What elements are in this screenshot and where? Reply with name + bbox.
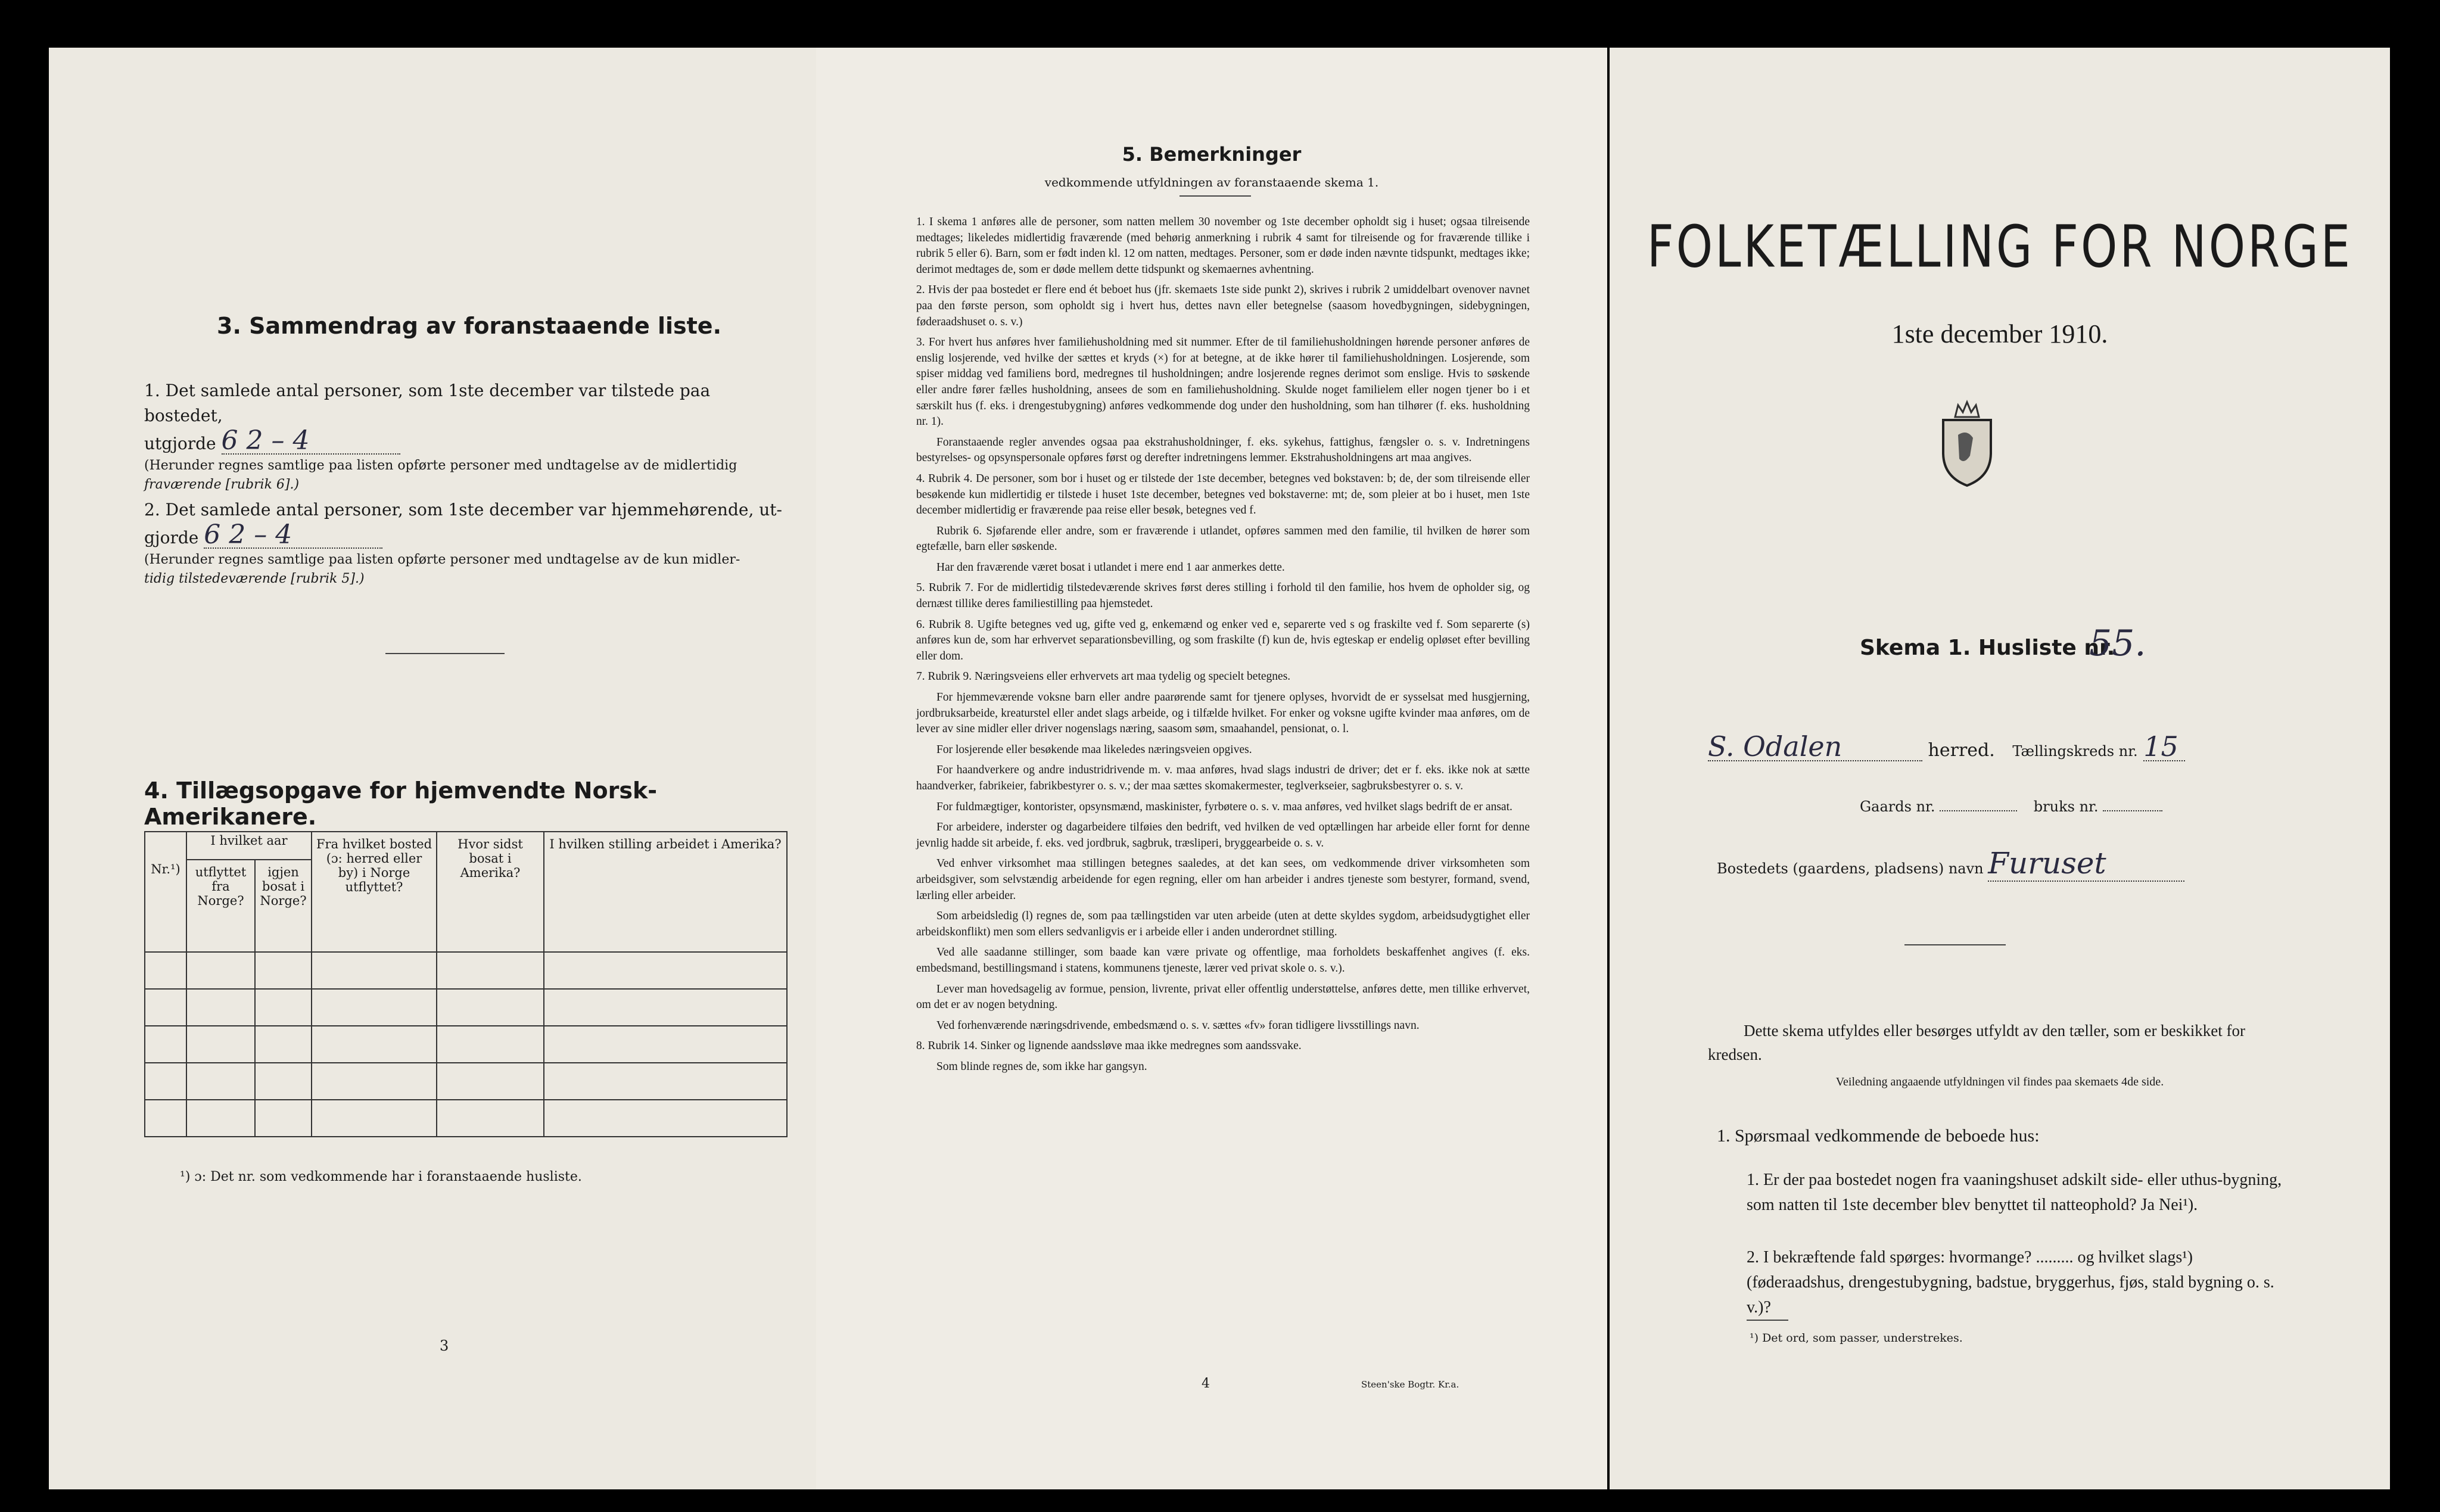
divider (1747, 1320, 1788, 1321)
remark-paragraph: 8. Rubrik 14. Sinker og lignende aandssløve maa ikke medregnes som aandssvake. (916, 1040, 1302, 1053)
col-where: Hvor sidst bosat i Amerika? (437, 832, 544, 952)
col-emigrated: utflyttet fra Norge? (186, 860, 255, 952)
item2-note-a: (Herunder regnes samtlige paa listen opførte personer med undtagelse av de kun midler- (144, 552, 740, 567)
remark-paragraph: Har den fraværende været bosat i utlandet i mere end 1 aar anmerkes dette. (936, 561, 1285, 574)
bosted-label: Bostedets (gaardens, pladsens) navn (1717, 860, 1984, 877)
herred-value: S. Odalen (1708, 733, 1922, 761)
gaards-label: Gaards nr. (1860, 798, 1935, 815)
item1-note-b: fraværende [rubrik 6].) (144, 477, 300, 492)
intro-text: Dette skema utfyldes eller besørges utfyldt av den tæller, som er beskikket for kredsen. (1708, 1022, 2245, 1063)
remark-paragraph: Som arbeidsledig (l) regnes de, som paa tællingstiden var uten arbeide (uten at dette skyldes sygdom, arbeidsudygtighet eller arbeidskonflikt) men som ellers sedvanligvis er i arbeide eller i anden underordnet stilling. (916, 910, 1530, 938)
bosted-line (1717, 846, 2184, 882)
item1-text: 1. Det samlede antal personer, som 1ste december var tilstede paa bostedet, (144, 381, 711, 425)
bosted-value: Furuset (1988, 846, 2184, 882)
table-row (145, 1100, 787, 1137)
remark-paragraph: Ved enhver virksomhet maa stillingen betegnes saaledes, at det kan sees, om vedkommende driver virksomheten som arbeidsgiver, som selvstændig arbeidende for egen regning, eller om han arbeider i andres tjeneste som bestyrer, formand, svend, lærling eller arbeider. (916, 857, 1530, 902)
middle-page (816, 48, 1607, 1489)
skema-label: Skema 1. Husliste nr. (1860, 636, 2115, 660)
table-cell[interactable] (312, 952, 437, 989)
remarks-subtitle: vedkommende utfyldningen av foranstaaende skema 1. (1044, 175, 1379, 189)
table-cell[interactable] (312, 1026, 437, 1063)
table-cell[interactable] (186, 1026, 255, 1063)
remarks-title: 5. Bemerkninger (1122, 143, 1302, 166)
table-cell[interactable] (145, 989, 186, 1026)
section3-title: 3. Sammendrag av foranstaaende liste. (217, 313, 722, 339)
remark-paragraph: Ved alle saadanne stillinger, som baade kan være private og offentlige, maa forholdets beskaffenhet angives (f. eks. embedsmand, bestillingsmand i statens, kommunens tjeneste, lærer ved privat skole o. s. v.). (916, 946, 1530, 975)
remark-paragraph: 2. Hvis der paa bostedet er flere end ét beboet hus (jfr. skemaets 1ste side punkt 2), skrives i rubrik 2 umiddelbart ovenover navnet paa den første person, som opholdt sig i hvert hus, dettes navn eller betegnelse (saasom hovedbygningen, sidebygningen, føderaadshuset o. s. v.) (916, 284, 1530, 328)
table-cell[interactable] (255, 1063, 312, 1100)
table-row (145, 952, 787, 989)
footnote: ¹) ɔ: Det nr. som vedkommende har i foranstaaende husliste. (180, 1169, 582, 1184)
herred-line (1708, 730, 2304, 765)
remark-paragraph: For arbeidere, inderster og dagarbeidere tilføies den bedrift, ved hvilken de ved optællingen har arbeide eller fornt for denne jevnlig hadde sit arbeide, f. eks. ved jordbruk, sagbruk, træsliperi, bryggearbeide o. s. v. (916, 821, 1530, 850)
table-cell[interactable] (437, 1063, 544, 1100)
table-cell[interactable] (544, 1063, 787, 1100)
item2-handwritten-count: 6 2 – 4 (204, 522, 382, 549)
guidance-note: Veiledning angaaende utfyldningen vil findes paa skemaets 4de side. (1835, 1075, 2164, 1088)
divider (1904, 944, 2006, 945)
col-returned: igjen bosat i Norge? (255, 860, 312, 952)
remarks-notes (916, 214, 1530, 1080)
question-2: 2. I bekræftende fald spørges: hvormange? ......... og hvilket slags¹) (føderaadshus, drengestubygning, badstue, bryggerhus, fjøs, stald bygning o. s. v.)? (1747, 1248, 2274, 1317)
question-section-title: 1. Spørsmaal vedkommende de beboede hus: (1717, 1126, 2040, 1146)
table-cell[interactable] (186, 1063, 255, 1100)
item1-handwritten-count: 6 2 – 4 (222, 428, 400, 455)
table-row (145, 1026, 787, 1063)
remark-paragraph: For hjemmeværende voksne barn eller andre paarørende samt for tjenere oplyses, hvorvidt de er sysselsat med husgjerning, jordbruksarbeide, kreaturstel eller andet slags arbeide, og i tilfælde hvilket. For enker og voksne ugifte kvinder maa anføres, om de lever av sine midler eller driver nogenslags næring, saasom søm, smaahandel, pensionat, o. l. (916, 691, 1530, 736)
table-cell[interactable] (255, 952, 312, 989)
footnote: ¹) Det ord, som passer, understrekes. (1750, 1331, 1963, 1345)
census-date: 1ste december 1910. (1891, 319, 2108, 349)
divider (1179, 195, 1251, 197)
remark-paragraph: For haandverkere og andre industridrivende m. v. maa anføres, hvad slags industri de driver; det er f. eks. ikke nok at sætte haandverker, fabrikeier, fabrikbestyrer o. s. v.; der maa sættes skomakermester, teglverkseier, sagbruksbestyrer o. s. v. (916, 764, 1530, 792)
table-cell[interactable] (312, 1063, 437, 1100)
section4-title: 4. Tillægsopgave for hjemvendte Norsk-Amerikanere. (144, 777, 657, 830)
table-cell[interactable] (145, 1026, 186, 1063)
table-cell[interactable] (255, 1100, 312, 1137)
table-cell[interactable] (437, 1100, 544, 1137)
remark-paragraph: For losjerende eller besøkende maa likeledes næringsveien opgives. (936, 743, 1252, 756)
remark-paragraph: 5. Rubrik 7. For de midlertidig tilstedeværende skrives først deres stilling i forhold til den familie, hos hvem de opholder sig, og dernæst tillike deres familiestilling paa hjemstedet. (916, 581, 1530, 611)
kreds-label: Tællingskreds nr. (2012, 743, 2138, 760)
table-cell[interactable] (186, 989, 255, 1026)
bruks-field[interactable] (2103, 810, 2162, 811)
coat-of-arms-icon (1934, 399, 2000, 489)
bruks-label: bruks nr. (2033, 798, 2099, 815)
remark-paragraph: 4. Rubrik 4. De personer, som bor i huset og er tilstede der 1ste december, betegnes ved bokstaven: b; de, der som tilreisende eller besøkende kun midlertidig er tilstede i huset 1ste december, betegnes ved bokstaverne: mt; de, som pleier at bo i huset, men 1ste december midlertidig er fraværende paa reise eller besøk, betegnes ved f. (916, 472, 1530, 517)
item2-text: 2. Det samlede antal personer, som 1ste december var hjemmehørende, ut- (144, 500, 782, 519)
table-cell[interactable] (145, 1100, 186, 1137)
table-cell[interactable] (312, 989, 437, 1026)
remark-paragraph: Rubrik 6. Sjøfarende eller andre, som er fraværende i utlandet, opføres sammen med den familie, til hvilken de hører som egtefælle, barn eller søskende. (916, 524, 1530, 553)
table-cell[interactable] (437, 989, 544, 1026)
norsk-amerikaner-table (144, 831, 788, 1137)
remark-paragraph: Ved forhenværende næringsdrivende, embedsmænd o. s. v. sættes «fv» foran tidligere livsstillings navn. (936, 1019, 1420, 1032)
item2-utgjorde: gjorde (144, 528, 199, 547)
table-cell[interactable] (544, 989, 787, 1026)
divider (385, 653, 505, 654)
left-page (49, 48, 818, 1489)
printer-mark: Steen'ske Bogtr. Kr.a. (1361, 1379, 1459, 1390)
col-nr: Nr.¹) (145, 832, 186, 952)
table-cell[interactable] (186, 952, 255, 989)
table-cell[interactable] (186, 1100, 255, 1137)
gaards-line (1860, 798, 2162, 815)
main-title: FOLKETÆLLING FOR NORGE (1647, 213, 2353, 281)
col-position: I hvilken stilling arbeidet i Amerika? (544, 832, 787, 952)
gaards-field[interactable] (1940, 810, 2017, 811)
page-number: 3 (440, 1337, 449, 1354)
remark-paragraph: 3. For hvert hus anføres hver familiehusholdning med sit nummer. Efter de til familiehusholdningen hørende personer anføres de enslig losjerende, ved hvilke der sættes et kryds (×) for at betegne, at de ikke hører til familiehusholdningen. Losjerende, som spiser middag ved familiens bord, medregnes til husholdningen; andre losjerende regnes derimot som enslige. Hvis to søskende eller andre fører fælles husholdning, ansees de som en familiehusholdning. Skulde noget familielem eller nogen tjener bo i et særskilt hus (f. eks. i drengestubygning) anføres vedkommende dog under den husholdning, som han tilhører (f. eks. husholdning nr. 1). (916, 336, 1530, 428)
summary-item-1 (144, 378, 788, 494)
col-from: Fra hvilket bosted (ɔ: herred eller by) i Norge utflyttet? (312, 832, 437, 952)
table-row (145, 989, 787, 1026)
page-number: 4 (1202, 1376, 1210, 1391)
table-cell[interactable] (255, 1026, 312, 1063)
table-cell[interactable] (544, 952, 787, 989)
table-cell[interactable] (437, 952, 544, 989)
right-page (1610, 48, 2390, 1489)
remark-paragraph: Som blinde regnes de, som ikke har gangsyn. (936, 1060, 1147, 1073)
item1-utgjorde: utgjorde (144, 434, 216, 453)
summary-item-2 (144, 497, 788, 589)
remark-paragraph: 7. Rubrik 9. Næringsveiens eller erhvervets art maa tydelig og specielt betegnes. (916, 670, 1291, 683)
table-row (145, 1063, 787, 1100)
table-cell[interactable] (544, 1100, 787, 1137)
col-group-year: I hvilket aar (186, 832, 312, 860)
table-cell[interactable] (145, 952, 186, 989)
table-cell[interactable] (544, 1026, 787, 1063)
husliste-number: 55. (2089, 623, 2146, 664)
question-1: 1. Er der paa bostedet nogen fra vaaningshuset adskilt side- eller uthus-bygning, som natten til 1ste december blev benyttet til natteophold? Ja Nei¹). (1747, 1171, 2282, 1214)
item1-note-a: (Herunder regnes samtlige paa listen opførte personer med undtagelse av de midlertidig (144, 458, 737, 473)
table-cell[interactable] (145, 1063, 186, 1100)
table-cell[interactable] (312, 1100, 437, 1137)
table-cell[interactable] (437, 1026, 544, 1063)
remark-paragraph: Lever man hovedsagelig av formue, pension, livrente, privat eller offentlig understøttelse, anføres dette, men tillike erhvervet, om det er av nogen betydning. (916, 982, 1530, 1012)
table-cell[interactable] (255, 989, 312, 1026)
remark-paragraph: 6. Rubrik 8. Ugifte betegnes ved ug, gifte ved g, enkemænd og enker ved e, separerte ved s og fraskilte ved f. Som separerte (s) anføres kun de, som har erhvervet separationsbevilling, og som fraskilte (f) kun de, hvis egteskap er endelig opløset efter bevilling eller dom. (916, 618, 1530, 662)
item2-note-b: tidig tilstedeværende [rubrik 5].) (144, 571, 365, 586)
remark-paragraph: Foranstaaende regler anvendes ogsaa paa ekstrahusholdninger, f. eks. sykehus, fattighus, fængsler o. s. v. Indretningens bestyrelses- og opsynspersonale opføres først og derefter indretningens lemmer. Ekstrahusholdningens art maa angives. (916, 435, 1530, 465)
kreds-value: 15 (2143, 733, 2185, 761)
herred-label: herred. (1928, 740, 1995, 761)
remark-paragraph: 1. I skema 1 anføres alle de personer, som natten mellem 30 november og 1ste december opholdt sig i huset; ogsaa tilreisende medtages; likeledes midlertidig fraværende (med behørig anmerkning i rubrik 4 samt for tilreisende og for fraværende tillike i rubrik 5 eller 6). Barn, som er født inden kl. 12 om natten, medtages. Personer, som er døde inden nævnte tidspunkt, medtages ikke; derimot medtages de, som er døde mellem dette tidspunkt og skemaernes avhentning. (916, 216, 1530, 276)
remark-paragraph: For fuldmægtiger, kontorister, opsynsmænd, maskinister, fyrbøtere o. s. v. maa anføres, ved hvilket slags bedrift de er ansat. (936, 800, 1512, 813)
